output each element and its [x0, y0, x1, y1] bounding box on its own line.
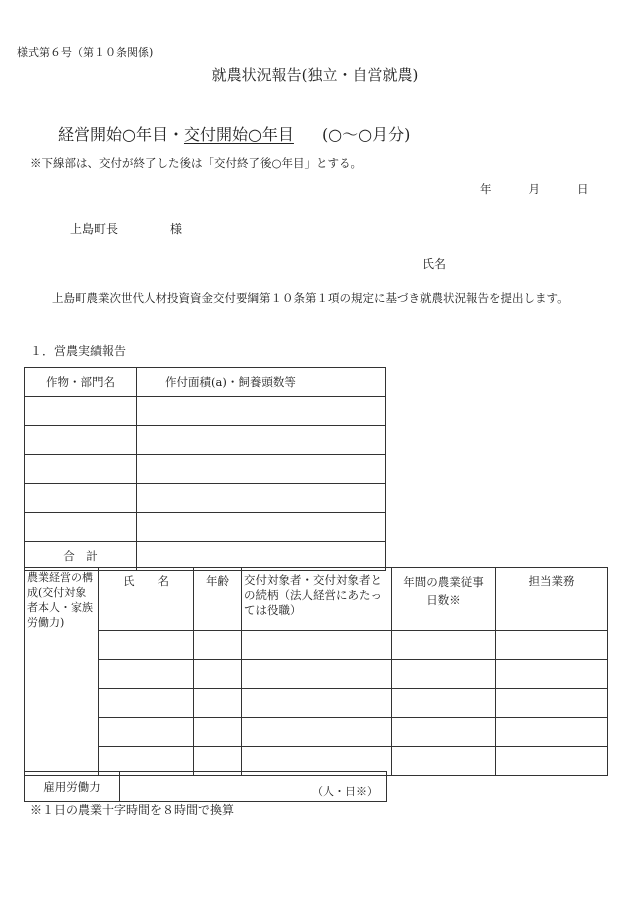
crop-cell[interactable] [25, 426, 137, 455]
addressee-honorific: 様 [170, 222, 183, 236]
duties-cell[interactable] [496, 718, 608, 747]
days-cell[interactable] [392, 689, 496, 718]
name-cell[interactable] [99, 689, 194, 718]
underline-note: ※下線部は、交付が終了した後は「交付終了後○年目」とする。 [30, 156, 363, 170]
report-period-line [58, 122, 410, 145]
employment-unit: （人・日※） [312, 785, 378, 798]
name-cell[interactable] [99, 631, 194, 660]
crop-cell[interactable] [25, 484, 137, 513]
addressee [70, 220, 182, 237]
days-header [392, 568, 496, 631]
form-number: 様式第６号（第１０条関係) [17, 46, 154, 59]
page-title: 就農状況報告(独立・自営就農) [211, 66, 419, 84]
table-row [25, 631, 608, 660]
age-cell[interactable] [194, 718, 242, 747]
table-row [25, 660, 608, 689]
days-cell[interactable] [392, 747, 496, 776]
relation-cell[interactable] [242, 660, 392, 689]
table-row [25, 426, 386, 455]
addressee-name: 上島町長 [70, 222, 119, 236]
date-fields [480, 181, 589, 197]
area-cell[interactable] [137, 455, 386, 484]
employment-label: 雇用労働力 [25, 772, 120, 802]
area-cell[interactable] [137, 397, 386, 426]
date-year: 年 [480, 182, 492, 196]
family-table-header [25, 568, 608, 631]
family-labor-table [24, 567, 608, 776]
days-cell[interactable] [392, 718, 496, 747]
total-label: 合 計 [25, 542, 137, 571]
footnote: ※１日の農業十字時間を８時間で換算 [30, 803, 235, 817]
crop-table-header [25, 368, 386, 397]
duties-cell[interactable] [496, 631, 608, 660]
age-header: 年齢 [194, 568, 242, 631]
grant-year-underlined: 交付開始○年目 [183, 125, 294, 144]
family-row-label: 農業経営の構成(交付対象者本人・家族労働力) [25, 568, 99, 776]
relation-cell[interactable] [242, 718, 392, 747]
table-row [25, 455, 386, 484]
area-header: 作付面積(a)・飼養頭数等 [137, 368, 386, 397]
area-cell[interactable] [137, 484, 386, 513]
crop-cell[interactable] [25, 397, 137, 426]
crop-cell[interactable] [25, 455, 137, 484]
name-cell[interactable] [99, 660, 194, 689]
area-cell[interactable] [137, 513, 386, 542]
area-cell[interactable] [137, 426, 386, 455]
name-header: 氏 名 [99, 568, 194, 631]
table-row [25, 689, 608, 718]
month-range: (○～○月分) [321, 125, 411, 144]
section-title: １．営農実績報告 [30, 344, 127, 358]
management-year: 経営開始○年目・ [58, 125, 184, 144]
employment-table [24, 771, 387, 802]
crop-cell[interactable] [25, 513, 137, 542]
table-row [25, 397, 386, 426]
age-cell[interactable] [194, 631, 242, 660]
duties-cell[interactable] [496, 689, 608, 718]
date-month: 月 [528, 182, 540, 196]
body-text: 上島町農業次世代人材投資資金交付要綱第１０条第１項の規定に基づき就農状況報告を提出します。 [52, 291, 569, 305]
table-row [25, 484, 386, 513]
duties-cell[interactable] [496, 660, 608, 689]
crop-header: 作物・部門名 [25, 368, 137, 397]
age-cell[interactable] [194, 689, 242, 718]
table-row [25, 718, 608, 747]
relation-cell[interactable] [242, 631, 392, 660]
days-header-line1: 年間の農業従事 [403, 575, 484, 589]
name-cell[interactable] [99, 718, 194, 747]
crop-table [24, 367, 386, 571]
days-cell[interactable] [392, 660, 496, 689]
relation-cell[interactable] [242, 689, 392, 718]
duties-cell[interactable] [496, 747, 608, 776]
duties-header: 担当業務 [496, 568, 608, 631]
table-row [25, 513, 386, 542]
days-cell[interactable] [392, 631, 496, 660]
employment-value-cell[interactable] [120, 772, 387, 802]
relation-header: 交付対象者・交付対象者との続柄（法人経営にあたっては役職） [242, 568, 392, 631]
employment-row [25, 772, 387, 802]
date-day: 日 [577, 182, 589, 196]
days-header-line2: 日数※ [426, 593, 461, 607]
applicant-name-label: 氏名 [422, 257, 447, 271]
age-cell[interactable] [194, 660, 242, 689]
